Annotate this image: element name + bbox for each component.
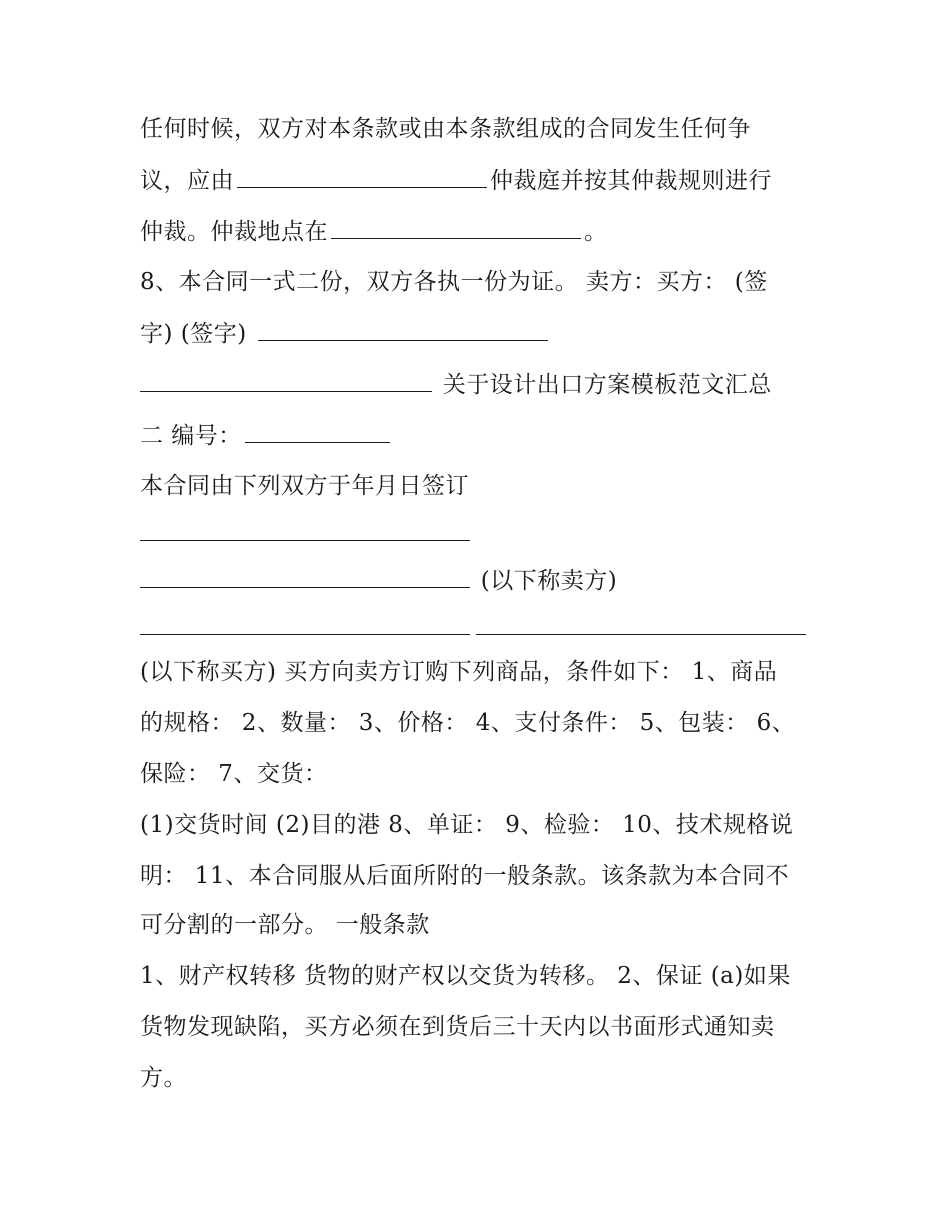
text-line-2: [140, 165, 772, 196]
text-line-18: [140, 961, 791, 991]
line-text: 明： 11、本合同服从后面所附的一般条款。该条款为本合同不: [140, 863, 790, 889]
party-blank-1: [140, 518, 470, 541]
text-line-11: [140, 612, 809, 643]
signature-blank-2: [140, 369, 432, 392]
line-text: (以下称卖方): [473, 568, 618, 594]
text-line-8: [140, 471, 469, 501]
line-text: 1、财产权转移 货物的财产权以交货为转移。 2、保证 (a)如果: [140, 963, 791, 989]
line-text: (以下称买方) 买方向卖方订购下列商品，条件如下： 1、商品: [140, 659, 778, 685]
line-text: 仲裁。仲裁地点在: [140, 219, 328, 245]
text-line-6: [140, 369, 772, 400]
text-line-13: [140, 708, 795, 738]
text-line-20: [140, 1063, 187, 1093]
text-line-19: [140, 1012, 775, 1042]
text-line-4: [140, 267, 768, 297]
line-text: 8、本合同一式二份，双方各执一份为证。 卖方：买方： (签: [140, 269, 768, 295]
text-line-10: [140, 565, 617, 596]
seller-blank: [140, 565, 470, 588]
text-line-15: [140, 810, 793, 840]
signature-blank: [258, 318, 548, 341]
line-text: 的规格： 2、数量： 3、价格： 4、支付条件： 5、包装： 6、: [140, 710, 796, 736]
party-blank-3: [476, 612, 806, 635]
text-line-9: [140, 518, 473, 549]
line-text: 二 编号：: [140, 423, 242, 449]
line-text: (1)交货时间 (2)目的港 8、单证： 9、检验： 10、技术规格说: [140, 812, 794, 838]
party-blank-2: [140, 612, 470, 635]
text-line-5: [140, 318, 551, 349]
line-text: 方。: [140, 1065, 187, 1091]
text-line-3: [140, 216, 608, 247]
text-line-16: [140, 861, 789, 891]
line-text: 。: [584, 219, 608, 245]
line-text: 本合同由下列双方于年月日签订: [140, 473, 469, 499]
line-text: 字) (签字): [140, 321, 255, 347]
line-text: 任何时候，双方对本条款或由本条款组成的合同发生任何争: [140, 116, 751, 142]
line-text: 议，应由: [140, 168, 234, 194]
arbitration-court-blank: [237, 165, 487, 188]
text-line-1: [140, 114, 751, 144]
arbitration-place-blank: [331, 216, 581, 239]
line-text: 保险： 7、交货：: [140, 761, 328, 787]
line-text: 关于设计出口方案模板范文汇总: [435, 372, 772, 398]
line-text: 货物发现缺陷，买方必须在到货后三十天内以书面形式通知卖: [140, 1014, 775, 1040]
line-text: 可分割的一部分。 一般条款: [140, 912, 430, 938]
contract-number-blank: [245, 420, 390, 443]
text-line-17: [140, 910, 430, 940]
text-line-12: [140, 657, 777, 687]
text-line-14: [140, 759, 327, 789]
line-text: 仲裁庭并按其仲裁规则进行: [490, 168, 772, 194]
text-line-7: [140, 420, 393, 451]
